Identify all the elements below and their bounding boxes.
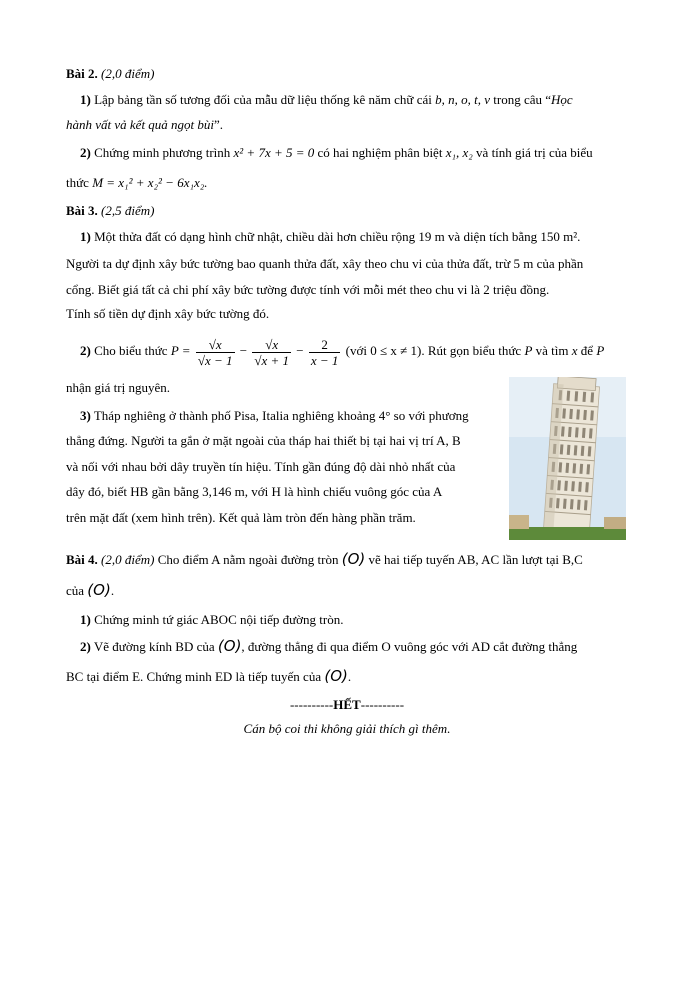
bai3-q2-Pv: P <box>524 343 533 358</box>
bai2-q1-text: Lập bảng tần số tương đối của mẫu dữ liệu thống kê năm chữ cái <box>94 92 432 107</box>
dashes-left: ---------- <box>289 697 334 712</box>
bai4-intro-b: vẽ hai tiếp tuyến AB, AC lần lượt tại B,C <box>368 552 583 567</box>
bai2-q2-equation: x² + 7x + 5 = 0 <box>233 145 315 160</box>
bai3-q2-text-d: nhận giá trị nguyên. <box>66 380 170 395</box>
bai3-q2-num: 2) <box>80 343 91 358</box>
bai4-q2-line1 <box>80 638 577 655</box>
end-marker <box>0 697 694 713</box>
bai2-q1-line2 <box>66 117 223 133</box>
bai3-heading <box>66 203 154 219</box>
bai3-q3-num: 3) <box>80 408 91 423</box>
bai2-q2-text-b: có hai nghiệm phân biệt <box>317 145 443 160</box>
circle-O-2: (O) <box>87 581 111 599</box>
bai2-q1-end: ”. <box>214 117 224 132</box>
minus-2: − <box>296 343 304 358</box>
bai4-q2-text-c: BC tại điểm E. Chứng minh ED là tiếp tuyến của <box>66 669 322 684</box>
bai3-q1-text-4: Tính số tiền dự định xây bức tường đó. <box>66 306 270 321</box>
building-left <box>509 515 529 529</box>
fraction-2-num: √x <box>252 337 291 353</box>
bai4-q2-line2 <box>66 668 351 685</box>
bai3-q1-text-3: cổng. Biết giá tất cả chi phí xây bức tường được tính với mỗi mét theo chu vi là 2 triệu đồng. <box>66 282 550 297</box>
bai3-points: (2,5 điểm) <box>101 203 155 218</box>
bai3-q1-text-1: Một thửa đất có dạng hình chữ nhật, chiều dài hơn chiều rộng 19 m và diện tích bằng 150 m². <box>94 229 581 244</box>
circle-O-4: (O) <box>324 667 348 685</box>
bai4-line2 <box>66 582 114 599</box>
bai2-q2-text-c: và tính giá trị của biểu <box>476 145 593 160</box>
bai4-line1 <box>66 551 583 568</box>
bai4-q2-num: 2) <box>80 639 91 654</box>
bai3-q1-num: 1) <box>80 229 91 244</box>
bai3-q2-P: P = <box>170 343 191 358</box>
bai4-intro-c: của <box>66 583 85 598</box>
fraction-1-num: √x <box>196 337 235 353</box>
fraction-2 <box>252 337 291 368</box>
footer-note: Cán bộ coi thi không giải thích gì thêm. <box>243 721 451 736</box>
bai2-q2-line1 <box>80 145 593 161</box>
bai4-title: Bài 4. <box>66 552 98 567</box>
bai3-q2-P2: P <box>596 343 605 358</box>
bai4-q1-text: Chứng minh tứ giác ABOC nội tiếp đường tròn. <box>94 612 344 627</box>
bai3-q2-x: x <box>571 343 578 358</box>
bai3-q2-text-b: và tìm <box>535 343 569 358</box>
fraction-3 <box>309 337 341 368</box>
bai3-q3-text-2: thẳng đứng. Người ta gắn ở mặt ngoài của tháp hai thiết bị tại hai vị trí A, B <box>66 433 461 448</box>
fraction-3-den: x − 1 <box>310 352 339 368</box>
bai2-points: (2,0 điểm) <box>101 66 155 81</box>
bai2-heading <box>66 66 154 82</box>
bai4-q1-line <box>80 612 343 628</box>
bai3-q2-condition: (với 0 ≤ x ≠ 1). Rút gọn biểu thức <box>345 343 522 358</box>
building-right <box>604 517 626 529</box>
bai2-q2-expression: M = x₁² + x₂² − 6x₁x₂. <box>92 175 208 190</box>
bai2-q1-num: 1) <box>80 92 91 107</box>
bai2-title: Bài 2. <box>66 66 98 81</box>
circle-O-3: (O) <box>217 637 242 655</box>
bai3-q2-text-a: Cho biểu thức <box>94 343 168 358</box>
bai3-q3-text-4: dây đó, biết HB gần bằng 3,146 m, với H là hình chiếu vuông góc của A <box>66 484 443 499</box>
bai2-q1-letters: b, n, o, t, v <box>435 92 490 107</box>
bai3-q3-text-3: và nối với nhau bởi dây truyền tín hiệu. Tính gần đúng độ dài nhỏ nhất của <box>66 459 456 474</box>
bai4-points: (2,0 điểm) <box>101 552 155 567</box>
bai2-q2-line2 <box>66 175 208 191</box>
fraction-3-num: 2 <box>309 337 341 353</box>
bai4-q1-num: 1) <box>80 612 91 627</box>
dashes-right: ---------- <box>360 697 405 712</box>
bai4-intro-end: . <box>110 583 115 598</box>
bai2-q2-text-d: thức <box>66 175 89 190</box>
bai2-q1-quote-b: hành vất vả kết quả ngọt bùi <box>66 117 215 132</box>
bai3-q2-text-c: để <box>580 343 594 358</box>
fraction-2-den: √x + 1 <box>254 352 290 368</box>
bai4-intro-a: Cho điểm A nằm ngoài đường tròn <box>157 552 339 567</box>
bai3-q3-text-5: trên mặt đất (xem hình trên). Kết quả làm tròn đến hàng phần trăm. <box>66 510 416 525</box>
bai3-q3-line1 <box>80 408 469 424</box>
leaning-tower-image <box>509 377 626 540</box>
bai4-q2-text-b: , đường thẳng đi qua điểm O vuông góc với AD cắt đường thẳng <box>241 639 578 654</box>
bai2-q1-line1 <box>80 92 573 108</box>
bai3-q3-text-1: Tháp nghiêng ở thành phố Pisa, Italia nghiêng khoảng 4° so với phương <box>93 408 469 423</box>
bai3-q2-line1 <box>80 334 604 368</box>
bai2-q1-quote-a: Học <box>551 92 573 107</box>
bai2-q2-roots: x₁, x₂ <box>445 145 473 160</box>
bai2-q2-text-a: Chứng minh phương trình <box>94 145 231 160</box>
bai3-q1-text-2: Người ta dự định xây bức tường bao quanh thửa đất, xây theo chu vi của thửa đất, trừ 5 m của phần <box>66 256 584 271</box>
fraction-1-den: √x − 1 <box>197 352 233 368</box>
bai3-q1-line1 <box>80 229 580 245</box>
circle-O-1: (O) <box>341 550 366 568</box>
fraction-1 <box>196 337 235 368</box>
bai2-q2-num: 2) <box>80 145 91 160</box>
bai2-q1-text-b: trong câu “ <box>493 92 552 107</box>
bai4-q2-end: . <box>347 669 352 684</box>
minus-1: − <box>239 343 248 358</box>
bai4-q2-text-a: Vẽ đường kính BD của <box>93 639 215 654</box>
bai3-title: Bài 3. <box>66 203 98 218</box>
het-label: HẾT <box>333 697 361 712</box>
